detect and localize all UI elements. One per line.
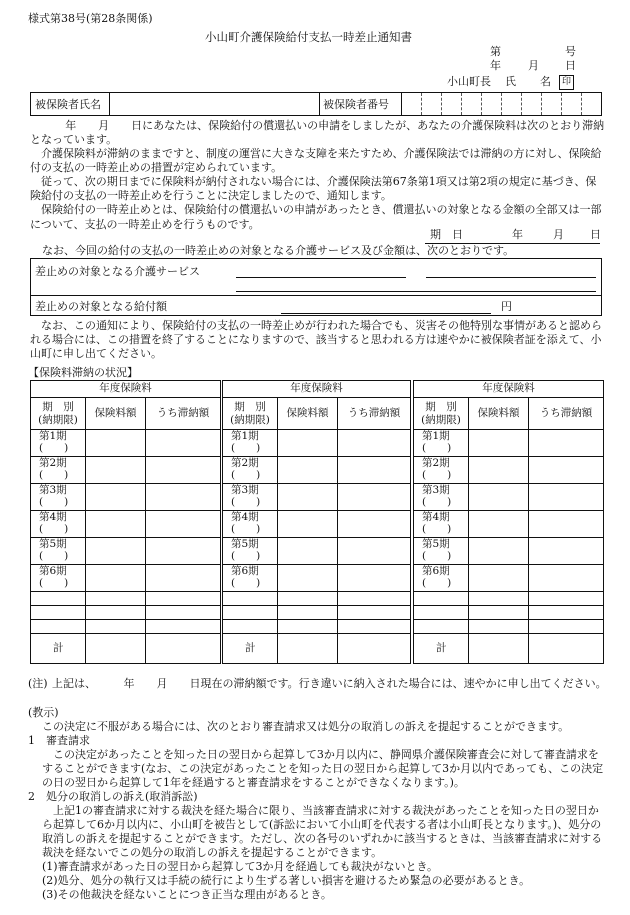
period-cell: 第6期 ( )	[31, 565, 86, 592]
mayor-mei: 名	[540, 75, 551, 88]
premium-cell[interactable]	[469, 457, 529, 484]
blank-cell	[469, 592, 529, 606]
period-cell: 第6期 ( )	[223, 565, 278, 592]
period-cell: 第2期 ( )	[223, 457, 278, 484]
blank-cell	[278, 606, 338, 620]
item2-block	[42, 804, 608, 903]
premium-cell[interactable]	[278, 430, 338, 457]
item2-title: 2 処分の取消しの訴え(取消訴訟)	[28, 790, 198, 803]
unpaid-cell[interactable]	[338, 511, 411, 538]
premium-cell[interactable]	[86, 511, 146, 538]
insured-name-label: 被保険者氏名	[35, 98, 101, 111]
unpaid-cell[interactable]	[146, 538, 221, 565]
digit-divider	[481, 93, 482, 115]
digit-divider	[521, 93, 522, 115]
divider	[401, 93, 402, 115]
premium-header: 保険料額	[469, 398, 529, 430]
arrears-heading: 【保険料滞納の状況】	[28, 366, 138, 379]
premium-cell[interactable]	[86, 565, 146, 592]
deadline-year: 年	[512, 228, 523, 241]
instruction-intro: この決定に不服がある場合には、次のとおり審査請求又は処分の取消しの訴えを提起することができます。	[42, 720, 570, 733]
blank-cell	[414, 606, 469, 620]
period-header: 期 別 (納期限)	[414, 398, 469, 430]
period-cell: 第5期 ( )	[223, 538, 278, 565]
item2-text: 上記1の審査請求に対する裁決を経た場合に限り、当該審査請求に対する裁決があったことを知った日の翌日から起算して6か月以内に、小山町を被告として(訴訟において小山町を代表する者は小山町長となります。)、処分の取消しの訴えを提起することができます。ただし、次の各号のいずれかに該当するときは、当該審査請求に対する裁決を経ないでこの処分の取消しの訴えを提起することができます。	[42, 804, 603, 860]
mayor-shi: 氏	[505, 75, 516, 88]
date-year: 年	[490, 59, 501, 72]
year-header: 年度保険料	[223, 381, 411, 398]
paragraph: 従って、次の期日までに保険料が納付されない場合には、介護保険法第67条第1項又は第2項の規定に基づき、保険給付の支払の一時差止めを行うことに決定しましたので、通知します。	[30, 175, 597, 203]
period-header: 期 別 (納期限)	[223, 398, 278, 430]
mayor-title: 小山町長	[447, 75, 491, 88]
unpaid-cell[interactable]	[338, 430, 411, 457]
premium-cell[interactable]	[86, 457, 146, 484]
divider	[31, 295, 601, 296]
premium-total[interactable]	[86, 634, 146, 664]
period-cell: 第4期 ( )	[414, 511, 469, 538]
body-text	[30, 119, 606, 232]
insured-row	[30, 92, 602, 116]
blank-cell	[86, 606, 146, 620]
unpaid-cell[interactable]	[529, 430, 604, 457]
services-label: 差止めの対象となる介護サービス	[35, 265, 200, 278]
premium-cell[interactable]	[86, 484, 146, 511]
blank-cell	[31, 606, 86, 620]
premium-header: 保険料額	[86, 398, 146, 430]
premium-cell[interactable]	[278, 511, 338, 538]
unpaid-cell[interactable]	[529, 484, 604, 511]
premium-header: 保険料額	[278, 398, 338, 430]
premium-cell[interactable]	[469, 538, 529, 565]
premium-cell[interactable]	[278, 457, 338, 484]
seal-mark: 印	[559, 74, 574, 90]
instruction-heading: (教示)	[28, 706, 59, 719]
premium-cell[interactable]	[278, 538, 338, 565]
year-header: 年度保険料	[31, 381, 221, 398]
insured-number-label: 被保険者番号	[323, 98, 389, 111]
paragraph: 保険給付の一時差止めとは、保険給付の償還払いの申請があったとき、償還払いの対象となる金額の全部又は一部について、支払の一時差止めを行うものです。	[30, 203, 602, 231]
item1-text: この決定があったことを知った日の翌日から起算して3か月以内に、静岡県介護保険審査会に対して審査請求をすることができます(なお、この決定があったことを知った日の翌日から起算して3か月以内であっても、この決定の日の翌日から起算して1年を経過すると審査請求をすることができなくなります。)。	[42, 748, 604, 790]
premium-total[interactable]	[278, 634, 338, 664]
date-day: 日	[565, 59, 576, 72]
blank-cell	[529, 606, 604, 620]
document-title: 小山町介護保険給付支払一時差止通知書	[205, 30, 412, 44]
blank-cell	[469, 620, 529, 634]
note-disaster: なお、この通知により、保険給付の支払の一時差止めが行われた場合でも、災害その他特別な事情があると認められる場合には、この措置を終了することになりますので、該当すると思われる方は速やかに被保険者証を添えて、小山町に申し出てください。	[30, 319, 602, 361]
period-cell: 第6期 ( )	[414, 565, 469, 592]
arrears-table-2	[222, 380, 411, 664]
period-cell: 第3期 ( )	[414, 484, 469, 511]
blank-cell	[529, 620, 604, 634]
unpaid-header: うち滞納額	[338, 398, 411, 430]
period-cell: 第3期 ( )	[31, 484, 86, 511]
period-cell: 第1期 ( )	[31, 430, 86, 457]
unpaid-total[interactable]	[146, 634, 221, 664]
date-month: 月	[528, 59, 539, 72]
unpaid-cell[interactable]	[529, 511, 604, 538]
item1-block	[42, 748, 608, 790]
suspension-box	[30, 258, 602, 316]
condition-item: (2)処分、処分の執行又は手続の続行により生ずる著しい損害を避けるため緊急の必要があるとき。	[42, 874, 531, 888]
number-go: 号	[565, 45, 576, 58]
digit-divider	[441, 93, 442, 115]
service-line	[236, 277, 406, 278]
deadline-day: 日	[590, 228, 601, 241]
blank-cell	[338, 620, 411, 634]
paragraph: 年 月 日にあなたは、保険給付の償還払いの申請をしましたが、あなたの介護保険料は次のとおり滞納となっています。	[30, 119, 605, 147]
blank-cell	[86, 592, 146, 606]
condition-item: (1)審査請求があった日の翌日から起算して3か月を経過しても裁決がないとき。	[42, 860, 439, 874]
digit-divider	[461, 93, 462, 115]
blank-cell	[223, 606, 278, 620]
unpaid-total[interactable]	[338, 634, 411, 664]
unpaid-cell[interactable]	[338, 457, 411, 484]
yen-unit: 円	[501, 300, 512, 313]
total-cell: 計	[414, 634, 469, 664]
unpaid-cell[interactable]	[529, 457, 604, 484]
unpaid-header: うち滞納額	[146, 398, 221, 430]
form-number: 様式第38号(第28条関係)	[28, 12, 153, 25]
blank-cell	[414, 620, 469, 634]
number-dai: 第	[490, 45, 501, 58]
service-line	[426, 277, 596, 278]
period-cell: 第1期 ( )	[414, 430, 469, 457]
premium-cell[interactable]	[469, 430, 529, 457]
unpaid-cell[interactable]	[146, 484, 221, 511]
note-block	[52, 677, 607, 691]
blank-cell	[146, 620, 221, 634]
blank-cell	[338, 592, 411, 606]
blank-cell	[31, 620, 86, 634]
digit-divider	[421, 93, 422, 115]
premium-cell[interactable]	[86, 430, 146, 457]
blank-cell	[414, 592, 469, 606]
deadline-month: 月	[553, 228, 564, 241]
unpaid-cell[interactable]	[338, 565, 411, 592]
note-services: なお、今回の給付の支払の一時差止めの対象となる介護サービス及び金額は、次のとおりです。	[42, 244, 515, 257]
arrears-table-1	[30, 380, 221, 664]
blank-cell	[529, 592, 604, 606]
blank-cell	[278, 620, 338, 634]
blank-cell	[338, 606, 411, 620]
deadline-label: 期 日	[430, 228, 463, 241]
unpaid-total[interactable]	[529, 634, 604, 664]
premium-cell[interactable]	[278, 484, 338, 511]
blank-cell	[278, 592, 338, 606]
unpaid-cell[interactable]	[338, 484, 411, 511]
blank-cell	[146, 592, 221, 606]
period-cell: 第2期 ( )	[414, 457, 469, 484]
premium-cell[interactable]	[86, 538, 146, 565]
amount-label: 差止めの対象となる給付額	[35, 300, 167, 313]
blank-cell	[223, 592, 278, 606]
blank-cell	[86, 620, 146, 634]
unpaid-cell[interactable]	[146, 457, 221, 484]
unpaid-cell[interactable]	[529, 565, 604, 592]
period-cell: 第1期 ( )	[223, 430, 278, 457]
period-cell: 第5期 ( )	[414, 538, 469, 565]
unpaid-cell[interactable]	[529, 538, 604, 565]
premium-cell[interactable]	[278, 565, 338, 592]
arrears-table-3	[413, 380, 604, 664]
paragraph: 介護保険料が滞納のままですと、制度の運営に大きな支障を来たすため、介護保険法では滞納の方に対し、保険給付の支払の一時差止めの措置が定められています。	[30, 147, 602, 175]
premium-cell[interactable]	[469, 484, 529, 511]
divider	[109, 93, 110, 115]
divider	[319, 93, 320, 115]
condition-item: (3)その他裁決を経ないことにつき正当な理由があるとき。	[42, 888, 332, 902]
period-cell: 第4期 ( )	[223, 511, 278, 538]
digit-divider	[541, 93, 542, 115]
note-disaster-block	[30, 319, 606, 361]
note-text: 上記は、 年 月 日現在の滞納額です。行き違いに納入された場合には、速やかに申し出てください。	[52, 677, 607, 690]
total-cell: 計	[223, 634, 278, 664]
amount-line	[281, 313, 491, 314]
period-cell: 第3期 ( )	[223, 484, 278, 511]
premium-cell[interactable]	[469, 565, 529, 592]
unpaid-header: うち滞納額	[529, 398, 604, 430]
blank-cell	[146, 606, 221, 620]
digit-divider	[581, 93, 582, 115]
unpaid-cell[interactable]	[338, 538, 411, 565]
digit-divider	[501, 93, 502, 115]
note-label: (注)	[28, 677, 48, 690]
premium-cell[interactable]	[469, 511, 529, 538]
blank-cell	[223, 620, 278, 634]
digit-divider	[561, 93, 562, 115]
unpaid-cell[interactable]	[146, 511, 221, 538]
total-cell: 計	[31, 634, 86, 664]
service-line	[236, 291, 596, 292]
blank-cell	[31, 592, 86, 606]
period-cell: 第5期 ( )	[31, 538, 86, 565]
period-header: 期 別 (納期限)	[31, 398, 86, 430]
unpaid-cell[interactable]	[146, 565, 221, 592]
period-cell: 第4期 ( )	[31, 511, 86, 538]
unpaid-cell[interactable]	[146, 430, 221, 457]
year-header: 年度保険料	[414, 381, 604, 398]
blank-cell	[469, 606, 529, 620]
period-cell: 第2期 ( )	[31, 457, 86, 484]
premium-total[interactable]	[469, 634, 529, 664]
item1-title: 1 審査請求	[28, 734, 90, 747]
